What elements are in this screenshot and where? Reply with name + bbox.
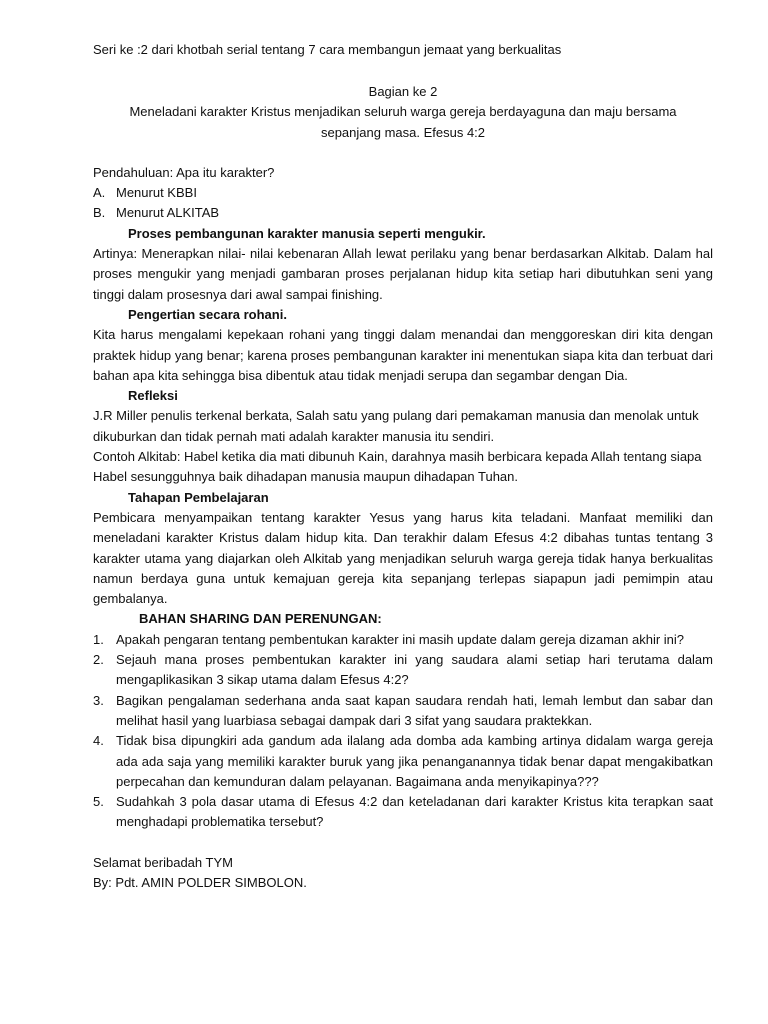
list-item-text: Menurut ALKITAB — [116, 205, 220, 221]
section-paragraph: Contoh Alkitab: Habel ketika dia mati dibunuh Kain, darahnya masih berbicara kepada Allah tentang siapa Habel sesungguhnya baik dihadapan manusia maupun dihadapan Tuhan. — [93, 449, 702, 485]
title-line-2: sepanjang masa. Efesus 4:2 — [320, 124, 486, 140]
sharing-heading: BAHAN SHARING DAN PERENUNGAN: — [139, 611, 382, 627]
section-heading: Refleksi — [128, 388, 178, 404]
list-item — [93, 183, 713, 203]
list-item-text: Sudahkah 3 pola dasar utama di Efesus 4:2 dan keteladanan dari karakter Kristus kita terapkan saat menghadapi problematika tersebut? — [116, 794, 713, 830]
list-marker: 2. — [93, 652, 104, 668]
list-item — [93, 792, 713, 833]
series-line: Seri ke :2 dari khotbah serial tentang 7 cara membangun jemaat yang berkualitas — [93, 42, 562, 57]
section-paragraph: Pembicara menyampaikan tentang karakter Yesus yang harus kita teladani. Manfaat memiliki dan meneladani karakter Kristus dalam hidup kita. Dan terakhir dalam Efesus 4:2 dibahas tuntas tentang 3 karakter utama yang diajarkan oleh Alkitab yang menjadikan seluruh warga gereja tidak hanya berkualitas namun berdaya guna untuk kemajuan gereja kita sepanjang terlepas siapapun jadi pemimpin atau gembalanya. — [93, 509, 713, 607]
list-item — [93, 731, 713, 792]
author-line: By: Pdt. AMIN POLDER SIMBOLON. — [93, 874, 307, 890]
section-paragraph: Artinya: Menerapkan nilai- nilai kebenaran Allah lewat perilaku yang benar berdasarkan Alkitab. Dalam hal proses mengukir yang menjadi gambaran proses perjalanan hidup kita setiap hari dibutuhkan seni yang tinggi dalam prosesnya dari awal sampai finishing. — [93, 246, 713, 302]
list-item — [93, 203, 713, 223]
list-marker: 4. — [93, 733, 104, 749]
list-item-text: Menurut KBBI — [116, 185, 197, 201]
list-item — [93, 650, 713, 691]
document-page — [93, 40, 713, 893]
list-item-text: Apakah pengaran tentang pembentukan karakter ini masih update dalam gereja dizaman akhir ini? — [116, 631, 685, 647]
list-item — [93, 630, 713, 650]
list-marker: 1. — [93, 631, 104, 647]
list-marker: A. — [93, 185, 106, 201]
intro-question: Pendahuluan: Apa itu karakter? — [93, 164, 275, 180]
list-item-text: Bagikan pengalaman sederhana anda saat kapan saudara rendah hati, lemah lembut dan sabar dan melihat hasil yang luarbiasa sebagai dampak dari 3 sifat yang saudara praktekkan. — [116, 692, 713, 728]
list-item — [93, 691, 713, 732]
section-heading: Proses pembangunan karakter manusia seperti mengukir. — [128, 225, 486, 241]
section-paragraph: J.R Miller penulis terkenal berkata, Salah satu yang pulang dari pemakaman manusia dan menolak untuk dikuburkan dan tidak pernah mati adalah karakter manusia itu sendiri. — [93, 408, 699, 444]
spacer — [93, 833, 713, 853]
closing-greeting: Selamat beribadah TYM — [93, 854, 233, 870]
list-marker: 5. — [93, 794, 104, 810]
intro-list — [93, 183, 713, 224]
section-heading: Tahapan Pembelajaran — [128, 489, 269, 505]
section-paragraph: Kita harus mengalami kepekaan rohani yang tinggi dalam menandai dan menggoreskan diri kita dengan praktek hidup yang benar; karena proses pembangunan karakter ini menentukan siapa kita dan terbuat dari bahan apa kita sehingga bisa dibentuk atau tidak menjadi serupa dan segambar dengan Dia. — [93, 327, 713, 383]
spacer — [93, 60, 713, 82]
list-marker: B. — [93, 205, 106, 221]
sharing-list — [93, 630, 713, 833]
list-item-text: Tidak bisa dipungkiri ada gandum ada ilalang ada domba ada kambing artinya didalam warga gereja ada ada saja yang memiliki karakter buruk yang jika penanganannya tidak benar dapat mengakibatkan perpecahan dan kemunduran dalam pelayanan. Bagaimana anda menyikapinya??? — [116, 733, 713, 789]
title-line-1: Meneladani karakter Kristus menjadikan seluruh warga gereja berdayaguna dan maju bersama — [129, 104, 677, 120]
part-label: Bagian ke 2 — [368, 84, 438, 99]
section-heading: Pengertian secara rohani. — [128, 306, 287, 322]
spacer — [93, 143, 713, 163]
list-marker: 3. — [93, 692, 104, 708]
list-item-text: Sejauh mana proses pembentukan karakter ini yang saudara alami setiap hari terutama dalam mengaplikasikan 3 sikap utama dalam Efesus 4:2? — [116, 652, 713, 688]
